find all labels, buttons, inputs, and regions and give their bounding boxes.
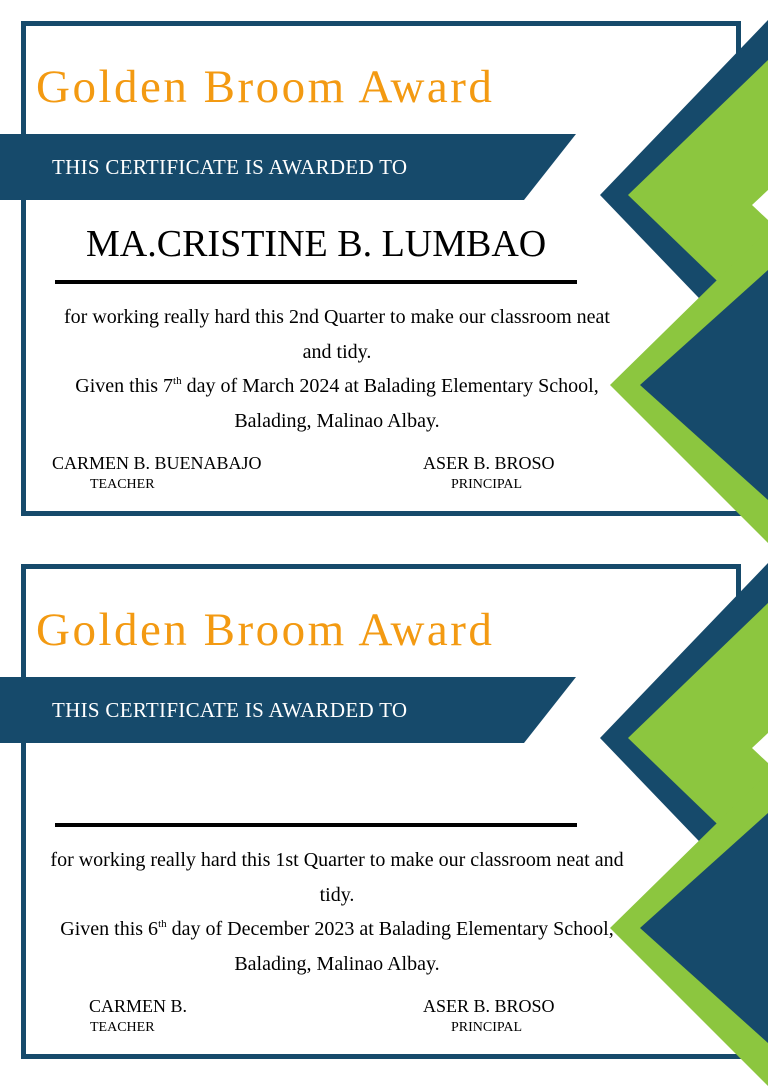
reason-text: for working really hard this 1st Quarter to make our classroom neat and tidy. (50, 849, 624, 906)
certificate-2 (0, 543, 768, 1035)
given-text (48, 369, 626, 404)
certificate-body (48, 300, 626, 438)
teacher-name: CARMEN B. (89, 996, 188, 1016)
banner-text: THIS CERTIFICATE IS AWARDED TO (52, 698, 408, 722)
given-rest: day of March 2024 at Balading Elementary School, (181, 375, 599, 397)
principal-name: ASER B. BROSO (423, 453, 555, 473)
place-text: Balading, Malinao Albay. (234, 952, 440, 975)
award-title: Golden Broom Award (36, 604, 495, 656)
reason-text: for working really hard this 2nd Quarter to make our classroom neat and tidy. (64, 306, 610, 363)
teacher-role: TEACHER (90, 1020, 155, 1035)
given-rest: day of December 2023 at Balading Elementary School, (166, 918, 614, 940)
principal-role: PRINCIPAL (451, 477, 523, 492)
teacher-role: TEACHER (90, 477, 155, 492)
teacher-name: CARMEN B. BUENABAJO (52, 453, 262, 473)
banner-text: THIS CERTIFICATE IS AWARDED TO (52, 155, 408, 179)
given-prefix: Given this 7 (75, 375, 174, 397)
recipient-name: MA.CRISTINE B. LUMBAO (86, 223, 547, 265)
certificate-body (48, 843, 626, 981)
given-prefix: Given this 6 (60, 918, 159, 940)
principal-role: PRINCIPAL (451, 1020, 523, 1035)
name-underline (55, 823, 577, 827)
principal-name: ASER B. BROSO (423, 996, 555, 1016)
place-text: Balading, Malinao Albay. (234, 409, 440, 432)
name-underline (55, 280, 577, 284)
given-text (48, 912, 626, 947)
ordinal-suffix: th (173, 375, 182, 387)
ordinal-suffix: th (158, 918, 167, 930)
award-title: Golden Broom Award (36, 61, 495, 113)
